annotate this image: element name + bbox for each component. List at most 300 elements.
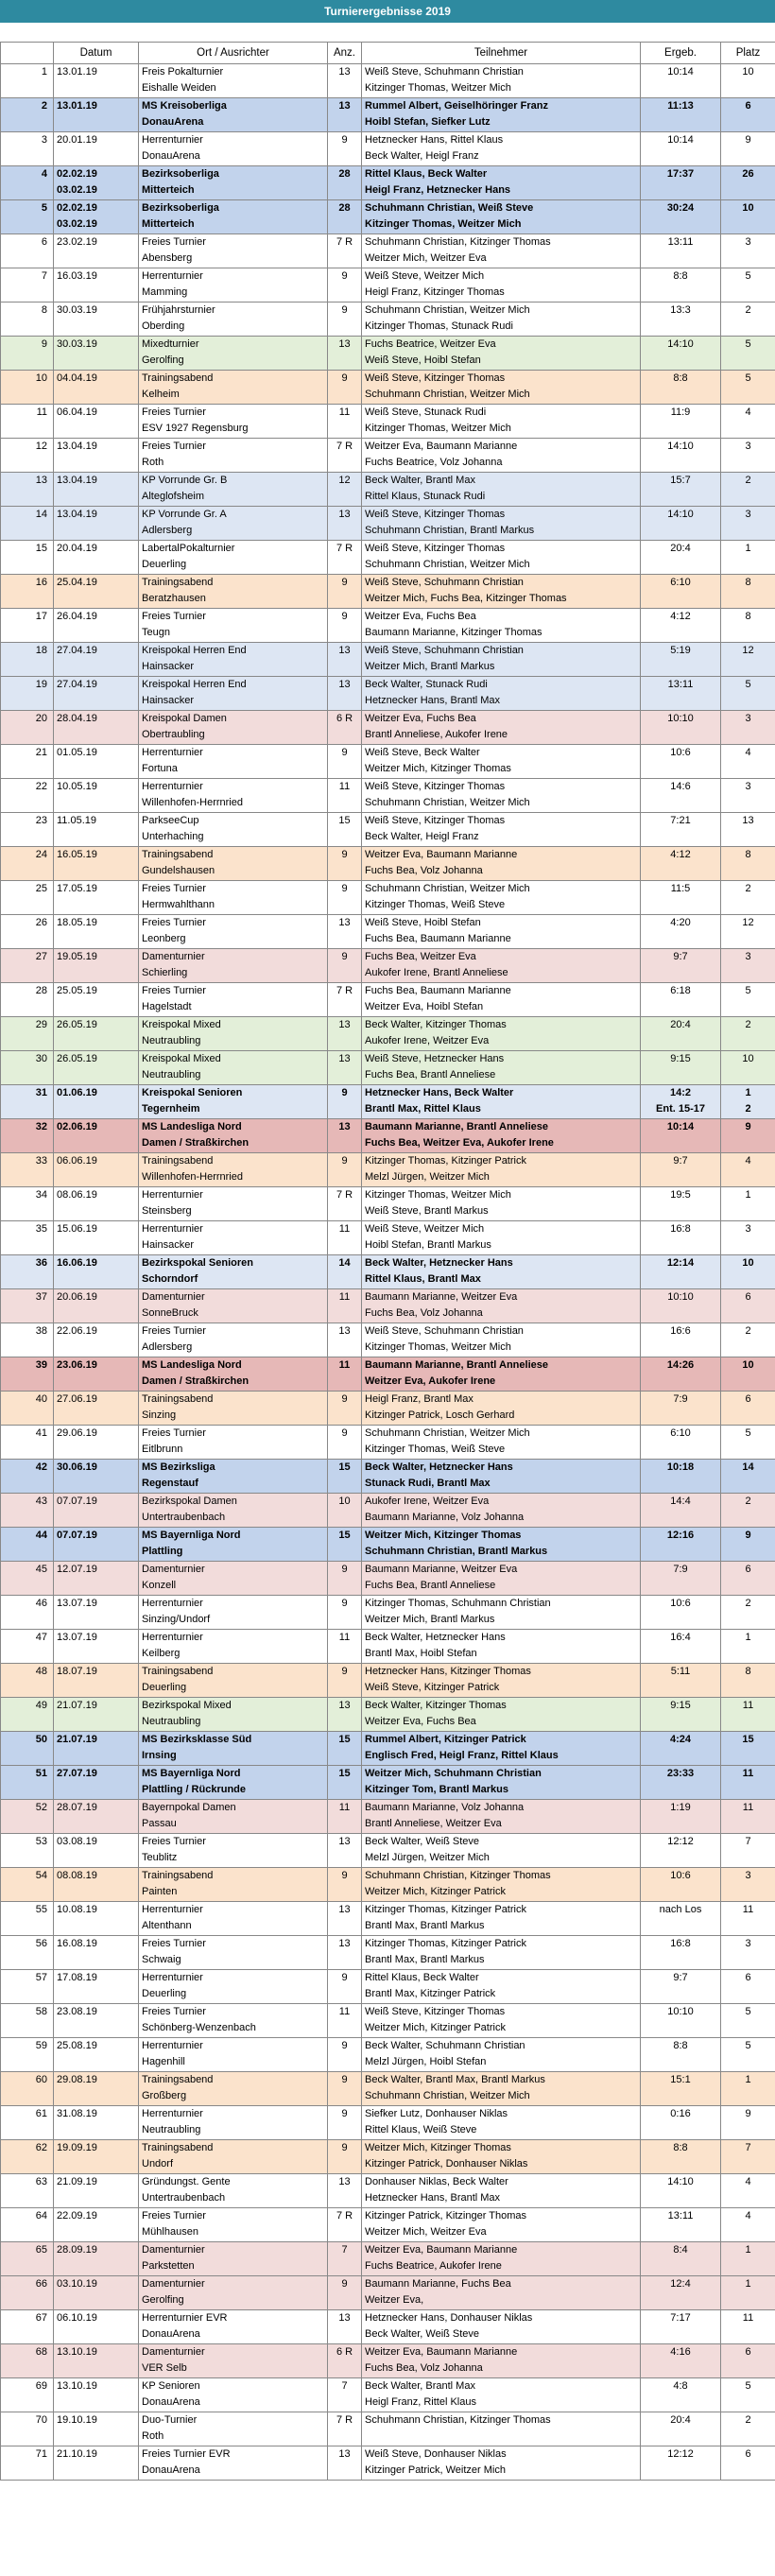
cell-teilnehmer-line: Weiß Steve, Kitzinger Thomas: [365, 372, 506, 384]
cell-ergebnis: [641, 1766, 721, 1800]
cell-datum: [54, 2004, 139, 2038]
cell-ergebnis-line: 1:19: [670, 1802, 691, 1813]
cell-teilnehmer-line: Fuchs Beatrice, Aukofer Irene: [365, 2260, 502, 2272]
cell-platz: [721, 2072, 775, 2106]
cell-platz-line: 5: [745, 2380, 751, 2392]
cell-ergebnis: [641, 813, 721, 847]
cell-platz-line: 3: [745, 1223, 751, 1235]
cell-teilnehmer: [362, 1766, 641, 1800]
cell-platz: [721, 1936, 775, 1970]
cell-nr: 38: [1, 1323, 54, 1357]
cell-ort: [139, 1834, 328, 1868]
cell-datum-line: 11.05.19: [57, 815, 97, 826]
cell-ort-line: Freies Turnier: [142, 406, 206, 418]
cell-ergebnis: [641, 881, 721, 915]
cell-ort-line: Leonberg: [142, 933, 186, 944]
cell-nr: 18: [1, 643, 54, 677]
cell-ort-line: Freies Turnier: [142, 985, 206, 996]
cell-nr: 61: [1, 2106, 54, 2140]
cell-ort: [139, 1596, 328, 1630]
cell-ort: [139, 1936, 328, 1970]
cell-platz: [721, 2344, 775, 2378]
cell-teilnehmer-line: Beck Walter, Brantl Max: [365, 475, 475, 486]
cell-platz: [721, 98, 775, 132]
cell-ort-line: MS Bezirksklasse Süd: [142, 1734, 252, 1745]
cell-anz: 13: [328, 2310, 362, 2344]
cell-datum-line: 31.08.19: [57, 2108, 97, 2119]
table-row: [1, 1426, 775, 1460]
cell-datum-line: 03.02.19: [57, 218, 97, 230]
cell-ergebnis: [641, 1664, 721, 1698]
table-row: [1, 2208, 775, 2242]
cell-anz: 13: [328, 1323, 362, 1357]
cell-platz-line: 1: [745, 1087, 751, 1098]
cell-platz: [721, 1834, 775, 1868]
cell-platz-line: 4: [745, 2210, 751, 2222]
cell-ort-line: Freies Turnier: [142, 441, 206, 452]
cell-platz-line: 2: [745, 2414, 751, 2426]
cell-nr: 16: [1, 575, 54, 609]
cell-platz-line: 6: [745, 1291, 751, 1303]
cell-ergebnis: [641, 2344, 721, 2378]
cell-datum: [54, 1902, 139, 1936]
cell-ort: [139, 1732, 328, 1766]
cell-ort: [139, 541, 328, 575]
cell-ergebnis: [641, 2242, 721, 2276]
cell-teilnehmer-line: Schuhmann Christian, Brantl Markus: [365, 1546, 548, 1557]
cell-teilnehmer-line: Weitzer Mich, Kitzinger Thomas: [365, 763, 511, 774]
cell-ort-line: Beratzhausen: [142, 593, 206, 604]
cell-platz: [721, 1630, 775, 1664]
cell-platz-line: 2: [745, 475, 751, 486]
cell-datum: [54, 1936, 139, 1970]
table-row: [1, 2310, 775, 2344]
cell-teilnehmer-line: Hetznecker Hans, Donhauser Niklas: [365, 2312, 533, 2324]
cell-platz: [721, 405, 775, 439]
cell-teilnehmer-line: Fuchs Bea, Volz Johanna: [365, 2362, 483, 2374]
cell-anz: 7: [328, 2242, 362, 2276]
cell-anz: 7 R: [328, 439, 362, 473]
cell-teilnehmer-line: Baumann Marianne, Volz Johanna: [365, 1512, 525, 1523]
cell-teilnehmer: [362, 98, 641, 132]
cell-teilnehmer: [362, 1630, 641, 1664]
cell-platz: [721, 779, 775, 813]
cell-platz-line: 9: [745, 2108, 751, 2119]
cell-anz: 7 R: [328, 541, 362, 575]
cell-datum-line: 30.03.19: [57, 338, 97, 350]
cell-datum: [54, 983, 139, 1017]
cell-teilnehmer-line: Weiß Steve, Kitzinger Patrick: [365, 1682, 500, 1693]
cell-teilnehmer-line: Beck Walter, Kitzinger Thomas: [365, 1019, 507, 1030]
cell-ergebnis-line: 8:8: [673, 2040, 688, 2051]
cell-anz: 12: [328, 473, 362, 507]
cell-datum: [54, 745, 139, 779]
cell-ort-line: Eishalle Weiden: [142, 82, 216, 94]
cell-ergebnis-line: 8:8: [673, 270, 688, 282]
cell-teilnehmer-line: Fuchs Bea, Weitzer Eva: [365, 951, 476, 962]
cell-teilnehmer: [362, 166, 641, 200]
cell-datum: [54, 1834, 139, 1868]
cell-teilnehmer-line: Fuchs Bea, Volz Johanna: [365, 865, 483, 876]
cell-ort: [139, 2174, 328, 2208]
cell-datum: [54, 541, 139, 575]
cell-ort-line: Bezirkspokal Mixed: [142, 1700, 232, 1711]
cell-ort-line: Unterhaching: [142, 831, 204, 842]
table-row: [1, 1562, 775, 1596]
cell-datum: [54, 1630, 139, 1664]
cell-ergebnis: [641, 1868, 721, 1902]
table-row: [1, 2106, 775, 2140]
cell-teilnehmer-line: Kitzinger Patrick, Losch Gerhard: [365, 1409, 515, 1421]
cell-teilnehmer: [362, 643, 641, 677]
cell-datum: [54, 2208, 139, 2242]
cell-ergebnis-line: 30:24: [666, 202, 695, 214]
cell-teilnehmer-line: Weiß Steve, Donhauser Niklas: [365, 2448, 507, 2460]
cell-ergebnis: [641, 2378, 721, 2412]
cell-nr: 36: [1, 1255, 54, 1289]
cell-ergebnis-line: 6:10: [670, 1427, 691, 1439]
header-nr: [1, 43, 54, 64]
cell-datum: [54, 1357, 139, 1392]
cell-teilnehmer-line: Hetznecker Hans, Brantl Max: [365, 695, 501, 706]
cell-ergebnis: [641, 2446, 721, 2481]
cell-platz-line: 1: [745, 2278, 751, 2290]
cell-platz-line: 2: [745, 304, 751, 316]
cell-ort: [139, 1800, 328, 1834]
cell-nr: 30: [1, 1051, 54, 1085]
cell-datum-line: 23.08.19: [57, 2006, 97, 2017]
cell-ort-line: Fortuna: [142, 763, 178, 774]
cell-ort-line: Neutraubling: [142, 1069, 201, 1081]
cell-anz: 13: [328, 507, 362, 541]
cell-ort-line: Schönberg-Wenzenbach: [142, 2022, 256, 2033]
cell-platz: [721, 2412, 775, 2446]
cell-ort-line: MS Bezirksliga: [142, 1461, 215, 1473]
cell-ort-line: Untertraubenbach: [142, 1512, 226, 1523]
cell-nr: 6: [1, 234, 54, 268]
cell-teilnehmer-line: Kitzinger Thomas, Weiß Steve: [365, 1444, 506, 1455]
table-row: [1, 1051, 775, 1085]
cell-ergebnis: [641, 234, 721, 268]
cell-platz-line: 8: [745, 611, 751, 622]
table-row: [1, 1698, 775, 1732]
cell-datum-line: 20.04.19: [57, 543, 97, 554]
cell-ergebnis-line: 10:14: [667, 66, 694, 78]
cell-platz: [721, 609, 775, 643]
cell-teilnehmer: [362, 1289, 641, 1323]
cell-platz: [721, 915, 775, 949]
cell-ergebnis-line: 4:16: [670, 2346, 691, 2358]
cell-datum-line: 18.05.19: [57, 917, 97, 928]
cell-anz: 11: [328, 1630, 362, 1664]
cell-nr: 11: [1, 405, 54, 439]
cell-teilnehmer: [362, 609, 641, 643]
cell-anz: 11: [328, 1221, 362, 1255]
table-row: [1, 1936, 775, 1970]
cell-teilnehmer-line: Baumann Marianne, Fuchs Bea: [365, 2278, 511, 2290]
cell-teilnehmer: [362, 2344, 641, 2378]
cell-datum-line: 01.05.19: [57, 747, 97, 758]
cell-ergebnis-line: nach Los: [659, 1904, 702, 1915]
cell-datum: [54, 915, 139, 949]
cell-ort-line: Mühlhausen: [142, 2226, 198, 2238]
cell-datum: [54, 507, 139, 541]
cell-ort: [139, 2276, 328, 2310]
cell-ort-line: Herrenturnier: [142, 1632, 203, 1643]
cell-datum: [54, 2412, 139, 2446]
cell-ort-line: Untertraubenbach: [142, 2192, 226, 2204]
cell-ergebnis-line: 4:12: [670, 611, 691, 622]
cell-ergebnis-line: 16:8: [670, 1938, 691, 1949]
cell-ergebnis-line: 16:6: [670, 1325, 691, 1337]
cell-ergebnis-line: 16:8: [670, 1223, 691, 1235]
cell-nr: 65: [1, 2242, 54, 2276]
cell-ergebnis-line: 15:1: [670, 2074, 691, 2085]
cell-ort: [139, 132, 328, 166]
cell-teilnehmer-line: Heigl Franz, Kitzinger Thomas: [365, 286, 505, 298]
table-row: [1, 983, 775, 1017]
cell-datum: [54, 2038, 139, 2072]
cell-teilnehmer-line: Rittel Klaus, Beck Walter: [365, 1972, 479, 1983]
cell-platz: [721, 64, 775, 98]
cell-teilnehmer-line: Brantl Max, Hoibl Stefan: [365, 1648, 477, 1659]
cell-datum: [54, 711, 139, 745]
cell-datum: [54, 1698, 139, 1732]
cell-nr: 51: [1, 1766, 54, 1800]
table-row: [1, 1392, 775, 1426]
cell-nr: 42: [1, 1460, 54, 1494]
cell-ort-line: Mixedturnier: [142, 338, 199, 350]
cell-teilnehmer-line: Weitzer Eva, Baumann Marianne: [365, 441, 518, 452]
cell-anz: 7 R: [328, 2208, 362, 2242]
cell-nr: 41: [1, 1426, 54, 1460]
cell-nr: 64: [1, 2208, 54, 2242]
cell-teilnehmer: [362, 1528, 641, 1562]
cell-teilnehmer-line: Weitzer Mich, Weitzer Eva: [365, 252, 487, 264]
cell-ergebnis-line: 5:11: [670, 1666, 691, 1677]
cell-ort-line: Mamming: [142, 286, 188, 298]
cell-datum: [54, 1460, 139, 1494]
cell-ort-line: Deuerling: [142, 559, 187, 570]
cell-ergebnis: [641, 64, 721, 98]
cell-ort-line: MS Bayernliga Nord: [142, 1768, 241, 1779]
cell-ort-line: Painten: [142, 1886, 178, 1897]
cell-ort: [139, 1766, 328, 1800]
cell-ergebnis-line: 19:5: [670, 1189, 691, 1201]
cell-datum: [54, 1494, 139, 1528]
cell-teilnehmer: [362, 268, 641, 303]
cell-ort-line: LabertalPokalturnier: [142, 543, 235, 554]
cell-ort-line: Hainsacker: [142, 1239, 195, 1251]
header-anz: Anz.: [328, 43, 362, 64]
cell-ort: [139, 779, 328, 813]
cell-ergebnis-line: 10:6: [670, 1598, 691, 1609]
cell-ort: [139, 1630, 328, 1664]
cell-platz-line: 8: [745, 1666, 751, 1677]
table-row: [1, 2276, 775, 2310]
cell-platz-line: 5: [745, 2040, 751, 2051]
cell-ort: [139, 1970, 328, 2004]
cell-teilnehmer: [362, 1834, 641, 1868]
cell-teilnehmer-line: Rummel Albert, Geiselhöringer Franz: [365, 100, 548, 112]
cell-anz: 28: [328, 166, 362, 200]
cell-ort-line: Freies Turnier: [142, 917, 206, 928]
cell-datum-line: 13.04.19: [57, 441, 97, 452]
cell-ort-line: Eitlbrunn: [142, 1444, 183, 1455]
cell-ort-line: Trainingsabend: [142, 2074, 214, 2085]
table-row: [1, 779, 775, 813]
cell-ort-line: KP Senioren: [142, 2380, 200, 2392]
cell-platz: [721, 745, 775, 779]
cell-anz: 11: [328, 1357, 362, 1392]
cell-ort: [139, 2378, 328, 2412]
cell-anz: 14: [328, 1255, 362, 1289]
cell-ergebnis-line: 7:9: [673, 1393, 688, 1405]
cell-ort-line: VER Selb: [142, 2362, 187, 2374]
cell-teilnehmer: [362, 1392, 641, 1426]
cell-ort: [139, 405, 328, 439]
cell-teilnehmer-line: Weitzer Mich, Brantl Markus: [365, 1614, 495, 1625]
cell-platz: [721, 1732, 775, 1766]
cell-datum: [54, 1323, 139, 1357]
cell-ort-line: Alteglofsheim: [142, 491, 205, 502]
cell-ergebnis-line: 14:10: [667, 509, 694, 520]
cell-ort-line: Freies Turnier: [142, 2006, 206, 2017]
cell-ergebnis: [641, 268, 721, 303]
cell-ort: [139, 1562, 328, 1596]
cell-platz-line: 3: [745, 509, 751, 520]
cell-anz: 9: [328, 1868, 362, 1902]
cell-platz-line: 3: [745, 1938, 751, 1949]
cell-nr: 39: [1, 1357, 54, 1392]
cell-platz: [721, 337, 775, 371]
cell-nr: 8: [1, 303, 54, 337]
cell-ort-line: Damenturnier: [142, 2244, 205, 2256]
cell-ort-line: Neutraubling: [142, 1716, 201, 1727]
cell-datum: [54, 1562, 139, 1596]
cell-teilnehmer-line: Weitzer Mich, Weitzer Eva: [365, 2226, 487, 2238]
cell-teilnehmer-line: Weitzer Mich, Kitzinger Thomas: [365, 1530, 522, 1541]
cell-teilnehmer-line: Hetznecker Hans, Rittel Klaus: [365, 134, 504, 146]
cell-ort-line: Damenturnier: [142, 2346, 205, 2358]
cell-ort-line: MS Landesliga Nord: [142, 1359, 242, 1371]
cell-nr: 70: [1, 2412, 54, 2446]
cell-ort-line: Bezirkspokal Damen: [142, 1495, 237, 1507]
cell-ergebnis-line: 14:4: [670, 1495, 691, 1507]
table-row: [1, 1868, 775, 1902]
cell-nr: 54: [1, 1868, 54, 1902]
cell-nr: 55: [1, 1902, 54, 1936]
cell-datum-line: 06.04.19: [57, 406, 97, 418]
cell-teilnehmer-line: Weitzer Eva, Fuchs Bea: [365, 1716, 476, 1727]
cell-teilnehmer-line: Melzl Jürgen, Weitzer Mich: [365, 1852, 490, 1863]
cell-datum: [54, 98, 139, 132]
cell-teilnehmer: [362, 507, 641, 541]
cell-nr: 62: [1, 2140, 54, 2174]
cell-teilnehmer: [362, 2446, 641, 2481]
cell-nr: 5: [1, 200, 54, 234]
cell-teilnehmer-line: Schuhmann Christian, Weitzer Mich: [365, 883, 530, 894]
cell-teilnehmer-line: Kitzinger Thomas, Stunack Rudi: [365, 320, 513, 332]
cell-anz: 13: [328, 677, 362, 711]
cell-anz: 15: [328, 1732, 362, 1766]
cell-teilnehmer: [362, 1357, 641, 1392]
cell-datum: [54, 847, 139, 881]
cell-nr: 1: [1, 64, 54, 98]
cell-anz: 10: [328, 1494, 362, 1528]
cell-platz-line: 3: [745, 781, 751, 792]
cell-teilnehmer-line: Schuhmann Christian, Weitzer Mich: [365, 2090, 530, 2101]
cell-anz: 9: [328, 303, 362, 337]
cell-datum: [54, 1426, 139, 1460]
cell-ort-line: Freies Turnier: [142, 883, 206, 894]
cell-ergebnis-line: 9:15: [670, 1053, 691, 1064]
cell-ergebnis: [641, 473, 721, 507]
table-row: [1, 200, 775, 234]
cell-ort-line: Freies Turnier: [142, 1427, 206, 1439]
cell-platz-line: 1: [745, 1189, 751, 1201]
cell-datum: [54, 2310, 139, 2344]
cell-teilnehmer-line: Schuhmann Christian, Weitzer Mich: [365, 797, 530, 808]
cell-datum: [54, 1868, 139, 1902]
cell-ergebnis-line: 0:16: [670, 2108, 691, 2119]
cell-platz-line: 13: [742, 815, 754, 826]
cell-anz: 9: [328, 2038, 362, 2072]
cell-datum: [54, 1221, 139, 1255]
cell-datum-line: 16.05.19: [57, 849, 97, 860]
cell-platz-line: 4: [745, 747, 751, 758]
cell-teilnehmer-line: Kitzinger Thomas, Weiß Steve: [365, 899, 506, 910]
cell-teilnehmer: [362, 2412, 641, 2446]
cell-teilnehmer-line: Beck Walter, Brantl Max, Brantl Markus: [365, 2074, 545, 2085]
cell-teilnehmer-line: Weiß Steve, Brantl Markus: [365, 1205, 489, 1217]
cell-ergebnis: [641, 1494, 721, 1528]
cell-ort-line: Steinsberg: [142, 1205, 192, 1217]
cell-teilnehmer: [362, 2310, 641, 2344]
cell-ort: [139, 439, 328, 473]
cell-ergebnis-line: 20:4: [670, 543, 691, 554]
cell-ergebnis-line: 20:4: [670, 2414, 691, 2426]
cell-platz-line: 1: [745, 543, 751, 554]
cell-ergebnis: [641, 1153, 721, 1187]
cell-anz: 9: [328, 268, 362, 303]
cell-ort-line: Herrenturnier EVR: [142, 2312, 228, 2324]
cell-teilnehmer: [362, 2106, 641, 2140]
cell-teilnehmer-line: Beck Walter, Hetznecker Hans: [365, 1632, 506, 1643]
cell-nr: 12: [1, 439, 54, 473]
cell-teilnehmer: [362, 2140, 641, 2174]
cell-datum-line: 21.07.19: [57, 1734, 97, 1745]
table-row: [1, 371, 775, 405]
cell-teilnehmer: [362, 1051, 641, 1085]
cell-anz: 15: [328, 813, 362, 847]
cell-datum-line: 21.10.19: [57, 2448, 97, 2460]
cell-nr: 33: [1, 1153, 54, 1187]
table-row: [1, 813, 775, 847]
cell-platz: [721, 507, 775, 541]
cell-datum-line: 20.01.19: [57, 134, 97, 146]
cell-platz-line: 3: [745, 236, 751, 248]
cell-ort-line: Roth: [142, 457, 164, 468]
cell-teilnehmer-line: Englisch Fred, Heigl Franz, Rittel Klaus: [365, 1750, 559, 1761]
cell-ort-line: Hermwahlthann: [142, 899, 215, 910]
cell-teilnehmer-line: Beck Walter, Heigl Franz: [365, 150, 479, 162]
cell-datum: [54, 234, 139, 268]
cell-platz: [721, 1460, 775, 1494]
cell-teilnehmer-line: Baumann Marianne, Volz Johanna: [365, 1802, 525, 1813]
cell-teilnehmer-line: Fuchs Bea, Volz Johanna: [365, 1307, 483, 1319]
cell-ort-line: Freies Turnier: [142, 2210, 206, 2222]
